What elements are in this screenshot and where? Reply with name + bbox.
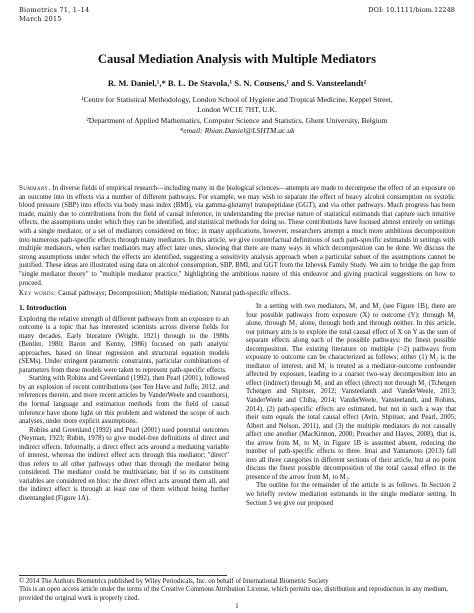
left-column [19, 304, 229, 504]
section-heading-introduction: 1. Introduction [19, 303, 67, 312]
keywords-text: Causal pathways; Decomposition; Multiple mediation; Natural path-specific effects. [58, 290, 291, 297]
affiliation-1-cont: London WC1E 7HT, U.K. [197, 105, 277, 114]
affiliation-1: ¹Centre for Statistical Methodology, London School of Hygiene and Tropical Medicine, Keppel Street, [81, 95, 393, 104]
journal-date: March 2015 [19, 15, 62, 23]
corresponding-email[interactable]: *email: Rhian.Daniel@LSHTM.ac.uk [179, 126, 295, 135]
body-paragraph: Starting with Robins and Greenland (1992), then Pearl (2001), followed by an explosion of recent contributions (see Ten Have and Joffe, 2012, and references therein, and more recent articles by VanderWeele and coauthors), the formal language and estimation methods from the field of causal inference have shone light on this problem and widened the scope of such analyses, under more explicit assumptions. [19, 375, 229, 426]
journal-header [19, 6, 89, 24]
keywords [19, 290, 455, 297]
abstract-label: Summary. [19, 185, 51, 192]
paper-title: Causal Mediation Analysis with Multiple Mediators [97, 52, 377, 66]
body-paragraph: The outline for the remainder of the article is as follows. In Section 2 we briefly review mediation estimands in the single mediator setting. In Section 3 we give our proposed [246, 482, 456, 507]
doi-label[interactable]: DOI: 10.1111/biom.12248 [368, 6, 455, 14]
body-paragraph: Robins and Greenland (1992) and Pearl (2001) used potential outcomes (Neyman, 1923; Rubin, 1978) to give model-free definitions of direct and indirect effects. Informally, a direct effect acts around a mediating variable of interest, whereas the indirect effect acts through this mediator; "direct" thus refers to all other pathways other than through the mediator being considered. The mediator could be multivariate, but if so its constituent variables are considered en bloc: the direct effect acts around them all, and the indirect effect is through at least one of them without being further disentangled (Figure 1A). [19, 426, 229, 503]
journal-volume: Biometrics 71, 1–14 [19, 6, 90, 14]
author-list: R. M. Daniel,¹,* B. L. De Stavola,¹ S. N. Cousens,¹ and S. Vansteelandt² [107, 78, 367, 88]
page-footer [19, 578, 455, 611]
footer-rule [19, 575, 227, 576]
keywords-label: Key words: [19, 290, 57, 297]
copyright-line: © 2014 The Authors Biometrics published by Wiley Periodicals, Inc. on behalf of International Biometric Society [19, 578, 329, 585]
body-paragraph: Exploring the relative strength of different pathways from an exposure to an outcome is a topic that has interested scientists across diverse fields for many decades. Early literature (Wright, 1921) through to the 1980s (Bentler, 1980; Baron and Kenny, 1986) focused on path analytic approaches, based on linear regression and structural equation models (SEMs). Under stringent parametric constraints, particular combinations of parameters from these models were taken to represent path-specific effects. [19, 315, 229, 374]
license-text: This is an open access article under the terms of the Creative Commons Attribution License, which permits use, distribution and reproduction in any medium, provided the original work is properly cited. [19, 586, 448, 602]
abstract-text: In diverse fields of empirical research—including many in the biological sciences—attempts are made to decompose the effect of an exposure on an outcome into its effects via a number of different pathways. For example, we may wish to separate the effect of heavy alcohol consumption on systolic blood pressure (SBP) into effects via body mass index (BMI), via gamma-glutamyl transpeptidase (GGT), and via other pathways. Much progress has been made, mainly due to contributions from the field of causal inference, in understanding the precise nature of statistical estimands that capture such intuitive effects, the assumptions under which they can be identified, and statistical methods for doing so. These contributions have focused almost entirely on settings with a single mediator, or a set of mediators considered en bloc; in many applications, however, researchers attempt a much more ambitious decomposition into numerous path-specific effects through many mediators. In this article, we give counterfactual definitions of such path-specific estimands in settings with multiple mediators, when earlier mediators may affect later ones, showing that there are many ways in which decomposition can be done. We discuss the strong assumptions under which the effects are identified, suggesting a sensitivity analysis approach when a particular subset of the assumptions cannot be justified. These ideas are illustrated using data on alcohol consumption, SBP, BMI, and GGT from the Izhevsk Family Study. We aim to bridge the gap from "single mediator theory" to "multiple mediator practice," highlighting the ambitious nature of this endeavor and giving practical suggestions on how to proceed. [19, 185, 455, 287]
abstract [19, 185, 455, 288]
right-column [246, 303, 456, 508]
page-number: 1 [235, 602, 239, 610]
body-paragraph: In a setting with two mediators, M₁ and M₂ (see Figure 1B), there are four possible pathways from exposure (X) to outcome (Y): through M₁ alone, through M₂ alone, through both and through neither. In this article, our primary aim is to explore the total causal effect of X on Y as the sum of separate effects along each of the possible pathways: the finest possible decomposition. The existing literature on multiple (>2) pathways from exposure to outcome can be characterized as follows; either (1) M₂ is the mediator of interest, and M₁ is treated as a mediator-outcome confounder affected by exposure, leading to a coarser two-way decomposition into an effect (indirect) through M₂ and an effect (direct) not through M₂ (Tchetgen Tchetgen and Shpitser, 2012; Vansteelandt and VanderWeele, 2013; VanderWeele and Chiba, 2014; VanderWeele, Vansteelandt, and Robins, 2014), (2) path-specific effects are estimated, but not in such a way that their sum equals the total causal effect (Avin, Shpitser, and Pearl, 2005; Albert and Nelson, 2011), and (3) the multiple mediators do not causally affect one another (MacKinnon, 2000; Preacher and Hayes, 2008), that is, the arrow from M₁ to M₂ in Figure 1B is assumed absent, reducing the number of path-specific effects to three. Imai and Yamamoto (2013) fall into all three categories in different sections of their article, but at no point discuss the finest possible decomposition of the total causal effect in the presence of the arrow from M₁ to M₂. [246, 303, 456, 481]
affiliation-2: ²Department of Applied Mathematics, Computer Science and Statistics, Ghent University, Belgium [86, 116, 388, 125]
